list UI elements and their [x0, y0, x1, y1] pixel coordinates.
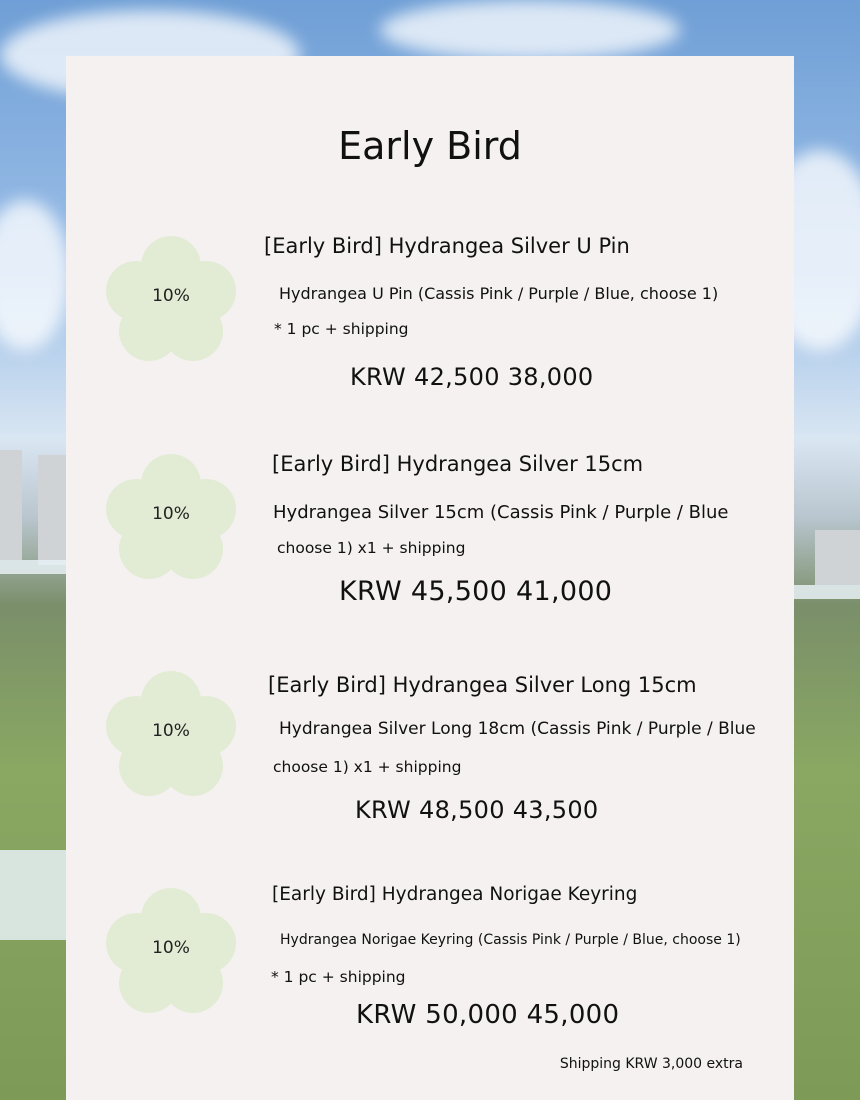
product-name[interactable]: [Early Bird] Hydrangea Silver 15cm — [272, 452, 644, 476]
discount-label: 10% — [152, 721, 190, 741]
page-title: Early Bird — [338, 124, 522, 168]
product-price: KRW 48,500 43,500 — [355, 796, 599, 824]
product-panel — [66, 56, 794, 1100]
product-name[interactable]: [Early Bird] Hydrangea Silver U Pin — [264, 234, 630, 258]
product-quantity: * 1 pc + shipping — [271, 968, 406, 986]
discount-badge — [106, 454, 236, 584]
discount-label: 10% — [152, 938, 190, 958]
product-price: KRW 45,500 41,000 — [339, 576, 613, 607]
product-description: Hydrangea U Pin (Cassis Pink / Purple / Blue, choose 1) — [279, 284, 719, 303]
discount-badge — [106, 888, 236, 1018]
product-quantity: * 1 pc + shipping — [274, 320, 409, 338]
discount-badge — [106, 671, 236, 801]
product-price: KRW 50,000 45,000 — [356, 1000, 620, 1030]
product-name[interactable]: [Early Bird] Hydrangea Silver Long 15cm — [268, 673, 697, 697]
discount-label: 10% — [152, 504, 190, 524]
product-quantity: choose 1) x1 + shipping — [273, 758, 462, 776]
product-description: Hydrangea Silver 15cm (Cassis Pink / Purple / Blue — [273, 502, 729, 523]
product-price: KRW 42,500 38,000 — [350, 363, 594, 391]
product-description: Hydrangea Norigae Keyring (Cassis Pink / Purple / Blue, choose 1) — [280, 932, 741, 948]
shipping-note: Shipping KRW 3,000 extra — [559, 1056, 743, 1072]
discount-label: 10% — [152, 286, 190, 306]
product-quantity: choose 1) x1 + shipping — [277, 539, 466, 557]
product-description: Hydrangea Silver Long 18cm (Cassis Pink / Purple / Blue — [279, 719, 756, 739]
product-name[interactable]: [Early Bird] Hydrangea Norigae Keyring — [272, 884, 638, 905]
discount-badge — [106, 236, 236, 366]
